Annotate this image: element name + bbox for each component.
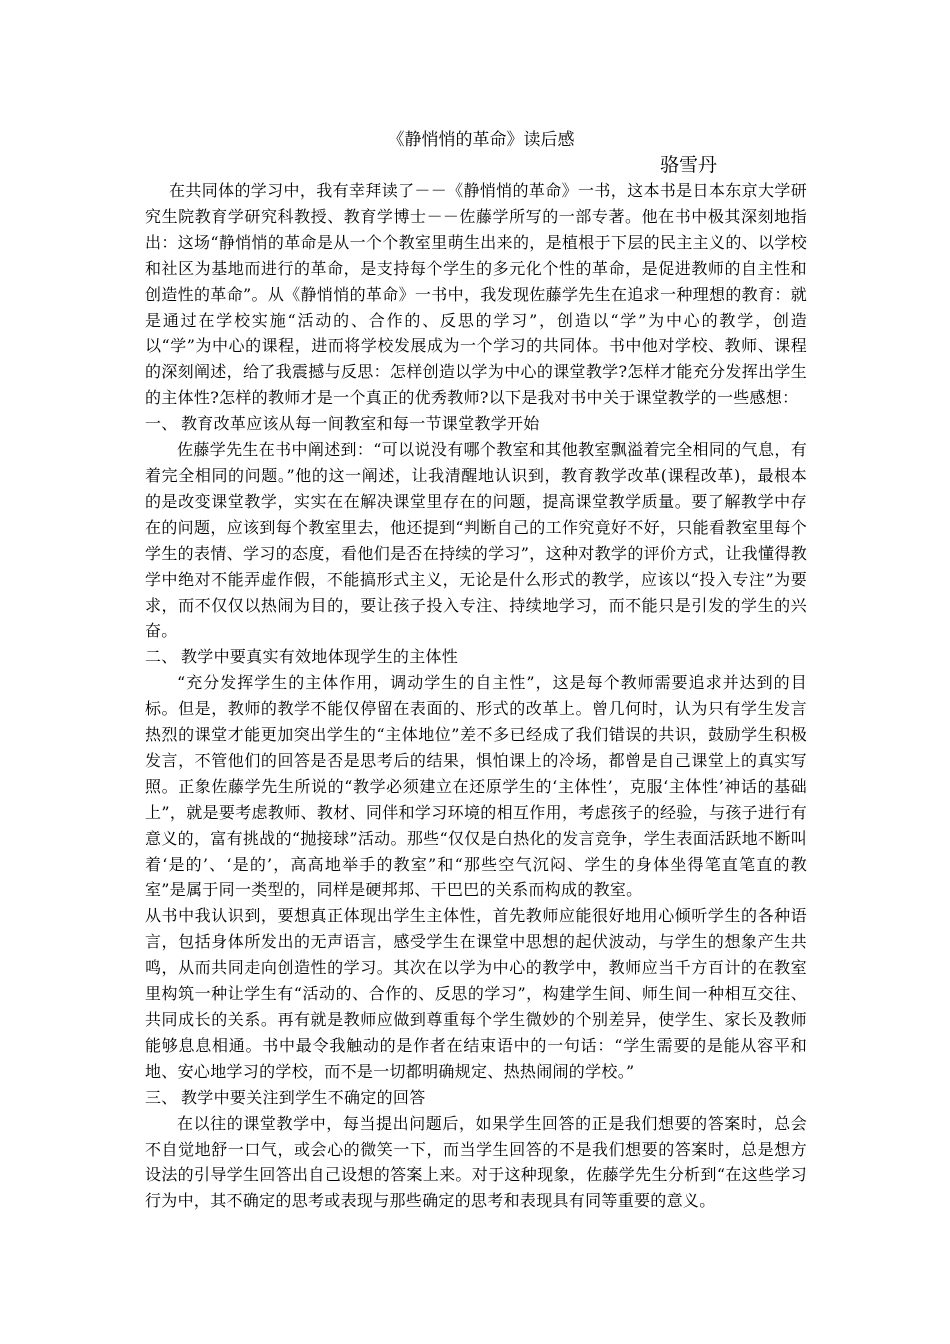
section-number: 三、 xyxy=(145,1087,178,1107)
section-3-paragraph: 在以往的课堂教学中，每当提出问题后，如果学生回答的正是我们想要的答案时，总会不自觉地舒一口气，或会心的微笑一下，而当学生回答的不是我们想要的答案时，总是想方设法的引导学生回答出自己设想的答案上来。对于这种现象，佐藤学先生分析到“在这些学习行为中，其不确定的思考或表现与那些确定的思考和表现具有同等重要的意义。 xyxy=(145,1113,807,1211)
section-heading-text: 教学中要关注到学生不确定的回答 xyxy=(181,1087,426,1107)
document-title: 《静悄悄的革命》读后感 xyxy=(387,130,575,150)
document-page xyxy=(145,128,807,1214)
section-2-paragraph-2: 从书中我认识到，要想真正体现出学生主体性，首先教师应能很好地用心倾听学生的各种语言，包括身体所发出的无声语言，感受学生在课堂中思想的起伏波动，与学生的想象产生共鸣，从而共同走向创造性的学习。其次在以学为中心的教学中，教师应当千方百计的在教室里构筑一种让学生有“活动的、合作的、反思的学习”，构建学生间、师生间一种相互交往、共同成长的关系。再有就是教师应做到尊重每个学生微妙的个别差异，使学生、家长及教师能够息息相通。书中最令我触动的是作者在结束语中的一句话：“学生需要的是能从容平和地、安心地学习的学校，而不是一切都明确规定、热热闹闹的学校。” xyxy=(145,906,807,1081)
section-heading-1 xyxy=(145,411,807,437)
intro-paragraph: 在共同体的学习中，我有幸拜读了－－《静悄悄的革命》一书，这本书是日本东京大学研究生院教育学研究科教授、教育学博士－－佐藤学所写的一部专著。他在书中极其深刻地指出：这场“静悄悄的革命是从一个个教室里萌生出来的，是植根于下层的民主主义的、以学校和社区为基地而进行的革命，是支持每个学生的多元化个性的革命，是促进教师的自主性和创造性的革命”。从《静悄悄的革命》一书中，我发现佐藤学先生在追求一种理想的教育：就是通过在学校实施“活动的、合作的、反思的学习”，创造以“学”为中心的教学，创造以“学”为中心的课程，进而将学校发展成为一个学习的共同体。书中他对学校、教师、课程的深刻阐述，给了我震撼与反思：怎样创造以学为中心的课堂教学?怎样才能充分发挥出学生的主体性?怎样的教师才是一个真正的优秀教师?以下是我对书中关于课堂教学的一些感想： xyxy=(145,181,807,408)
section-heading-3 xyxy=(145,1085,807,1111)
author-name: 骆雪丹 xyxy=(659,154,717,176)
section-number: 一、 xyxy=(145,414,178,434)
section-2-paragraph-1: “充分发挥学生的主体作用，调动学生的自主性”，这是每个教师需要追求并达到的目标。但是，教师的教学不能仅停留在表面的、形式的改革上。曾几何时，认为只有学生发言热烈的课堂才能更加突出学生的“主体地位”差不多已经成了我们错误的共识，鼓励学生积极发言，不管他们的回答是否是思考后的结果，惧怕课上的冷场，都曾是自己课堂上的真实写照。正象佐藤学先生所说的“教学必须建立在还原学生的‘主体性’，克服‘主体性’神话的基础上”，就是要考虑教师、教材、同伴和学习环境的相互作用，考虑孩子的经验，与孩子进行有意义的，富有挑战的“抛接球”活动。那些“仅仅是白热化的发言竞争，学生表面活跃地不断叫着‘是的’、‘是的’，高高地举手的教室”和“那些空气沉闷、学生的身体坐得笔直笔直的教室”是属于同一类型的，同样是硬邦邦、干巴巴的关系而构成的教室。 xyxy=(145,673,807,900)
section-heading-2 xyxy=(145,644,807,670)
section-1-paragraph: 佐藤学先生在书中阐述到：“可以说没有哪个教室和其他教室飘溢着完全相同的气息，有着完全相同的问题。”他的这一阐述，让我清醒地认识到，教育教学改革(课程改革)，最根本的是改变课堂教学，实实在在解决课堂里存在的问题，提高课堂教学质量。要了解教学中存在的问题，应该到每个教室里去，他还提到“判断自己的工作究竟好不好，只能看教室里每个学生的表情、学习的态度，看他们是否在持续的学习”，这种对教学的评价方式，让我懂得教学中绝对不能弄虚作假，不能搞形式主义，无论是什么形式的教学，应该以“投入专注”为要求，而不仅仅以热闹为目的，要让孩子投入专注、持续地学习，而不能只是引发的学生的兴奋。 xyxy=(145,440,807,641)
section-heading-text: 教学中要真实有效地体现学生的主体性 xyxy=(181,647,459,667)
section-heading-text: 教育改革应该从每一间教室和每一节课堂教学开始 xyxy=(181,414,540,434)
section-number: 二、 xyxy=(145,647,178,667)
